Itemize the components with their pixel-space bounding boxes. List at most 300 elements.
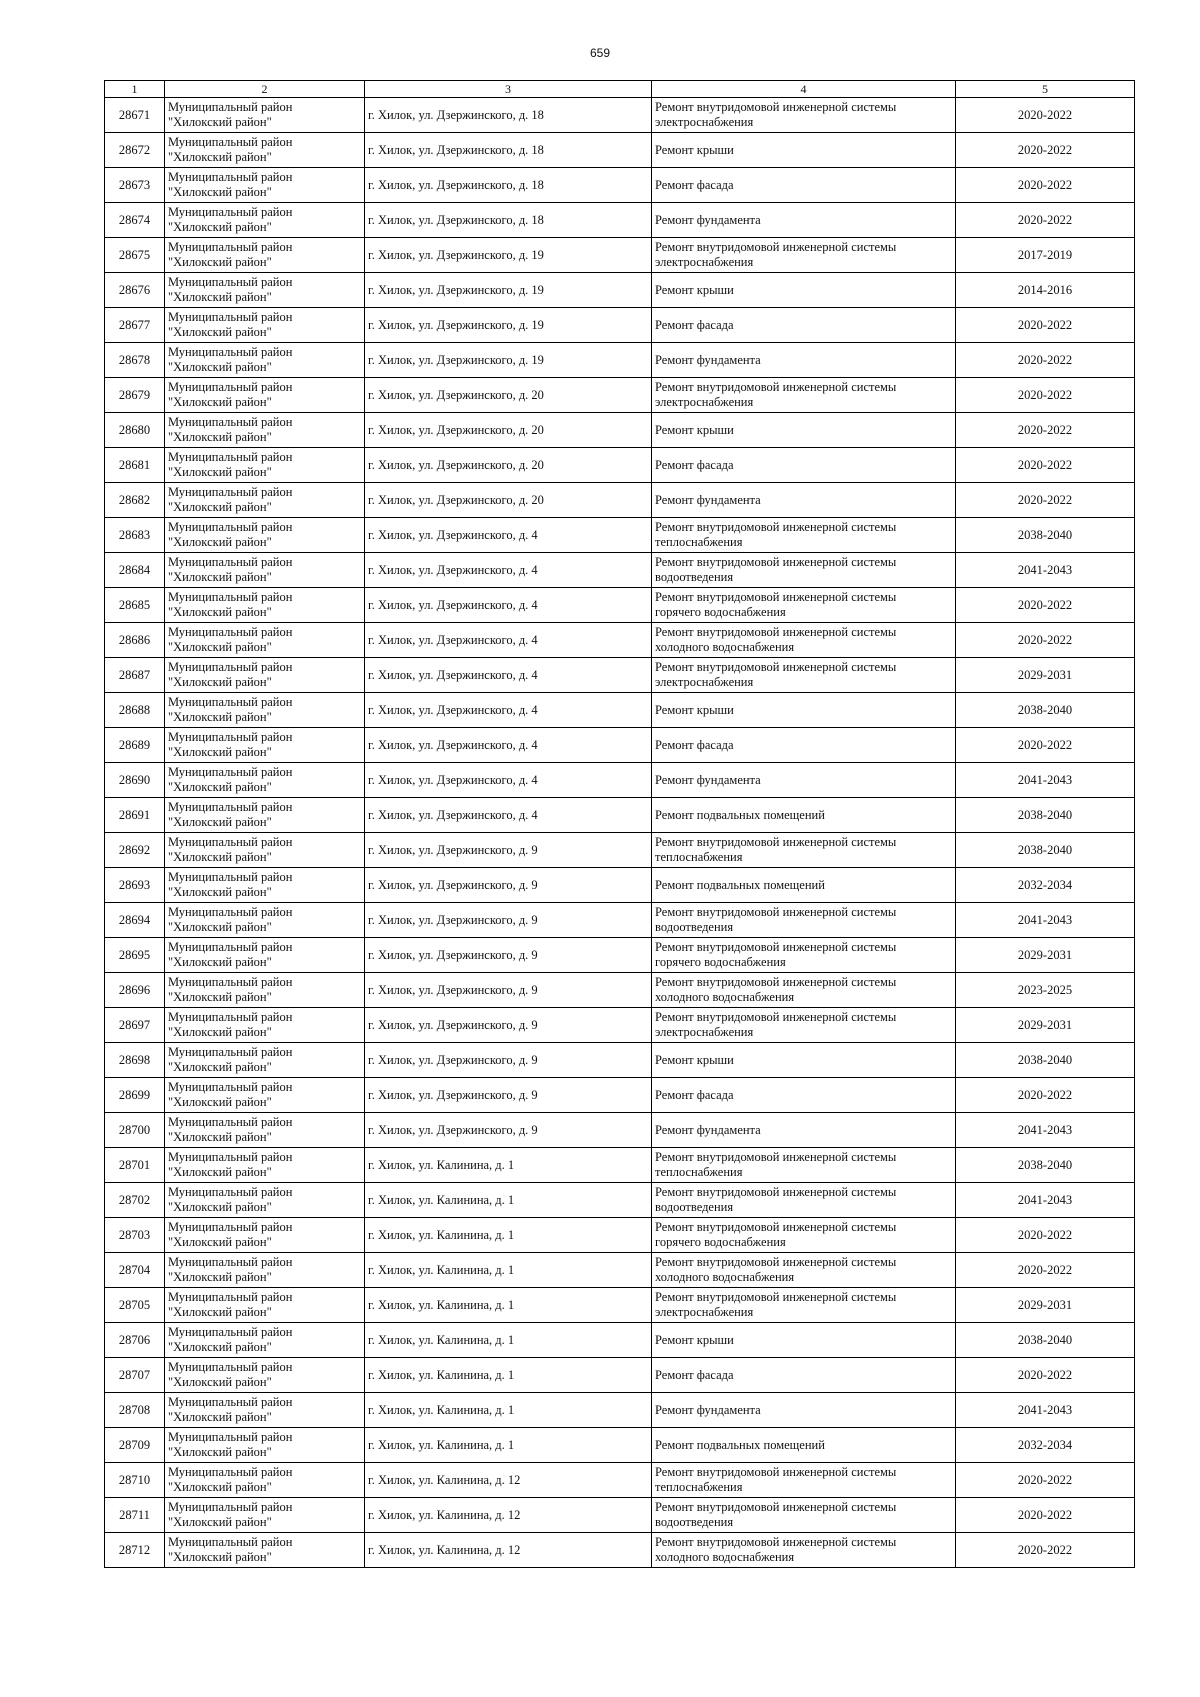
work-type-cell xyxy=(652,1533,956,1568)
period-cell: 2038-2040 xyxy=(956,1148,1135,1183)
record-number-cell: 28712 xyxy=(105,1533,165,1568)
work-type-line-2: холодного водоснабжения xyxy=(655,990,795,1004)
record-number-cell: 28687 xyxy=(105,658,165,693)
record-number-cell: 28695 xyxy=(105,938,165,973)
municipality-line-2: "Хилокский район" xyxy=(168,325,272,339)
work-type-cell xyxy=(652,1183,956,1218)
work-type-cell xyxy=(652,1253,956,1288)
municipality-line-2: "Хилокский район" xyxy=(168,1060,272,1074)
work-type-line-2: электроснабжения xyxy=(655,395,754,409)
address-cell: г. Хилок, ул. Дзержинского, д. 4 xyxy=(365,693,652,728)
work-type-cell xyxy=(652,168,956,203)
municipality-cell xyxy=(165,1323,365,1358)
municipality-line-2: "Хилокский район" xyxy=(168,500,272,514)
table-row xyxy=(105,868,1135,903)
municipality-line-1: Муниципальный район xyxy=(168,1080,293,1094)
table-row xyxy=(105,658,1135,693)
municipality-line-2: "Хилокский район" xyxy=(168,115,272,129)
table-row xyxy=(105,1218,1135,1253)
municipality-cell xyxy=(165,1183,365,1218)
record-number-cell: 28682 xyxy=(105,483,165,518)
table-row xyxy=(105,1393,1135,1428)
table-row xyxy=(105,938,1135,973)
work-type-line-1: Ремонт фундамента xyxy=(655,492,761,507)
municipality-cell xyxy=(165,413,365,448)
municipality-line-1: Муниципальный район xyxy=(168,345,293,359)
work-type-line-1: Ремонт внутридомовой инженерной системы xyxy=(655,835,897,849)
work-type-line-1: Ремонт фасада xyxy=(655,1367,734,1382)
address-cell: г. Хилок, ул. Калинина, д. 12 xyxy=(365,1498,652,1533)
municipality-line-2: "Хилокский район" xyxy=(168,1305,272,1319)
work-type-line-1: Ремонт внутридомовой инженерной системы xyxy=(655,1220,897,1234)
municipality-line-1: Муниципальный район xyxy=(168,590,293,604)
municipality-cell xyxy=(165,1148,365,1183)
work-type-line-2: горячего водоснабжения xyxy=(655,605,786,619)
municipality-line-2: "Хилокский район" xyxy=(168,570,272,584)
work-type-line-1: Ремонт внутридомовой инженерной системы xyxy=(655,1185,897,1199)
period-cell: 2020-2022 xyxy=(956,1463,1135,1498)
municipality-line-2: "Хилокский район" xyxy=(168,360,272,374)
column-header-3: 3 xyxy=(365,81,652,98)
work-type-line-2: горячего водоснабжения xyxy=(655,955,786,969)
table-row xyxy=(105,203,1135,238)
municipality-cell xyxy=(165,378,365,413)
work-type-cell xyxy=(652,1323,956,1358)
record-number-cell: 28699 xyxy=(105,1078,165,1113)
record-number-cell: 28677 xyxy=(105,308,165,343)
municipality-line-2: "Хилокский район" xyxy=(168,1130,272,1144)
municipality-line-1: Муниципальный район xyxy=(168,100,293,114)
work-type-line-1: Ремонт фасада xyxy=(655,177,734,192)
work-type-cell xyxy=(652,903,956,938)
work-type-cell xyxy=(652,1463,956,1498)
work-type-cell xyxy=(652,693,956,728)
municipality-line-2: "Хилокский район" xyxy=(168,710,272,724)
municipality-cell xyxy=(165,693,365,728)
municipality-line-1: Муниципальный район xyxy=(168,450,293,464)
column-header-1: 1 xyxy=(105,81,165,98)
work-type-line-2: водоотведения xyxy=(655,1515,734,1529)
table-row xyxy=(105,693,1135,728)
period-cell: 2041-2043 xyxy=(956,763,1135,798)
record-number-cell: 28675 xyxy=(105,238,165,273)
work-type-cell xyxy=(652,1078,956,1113)
municipality-line-1: Муниципальный район xyxy=(168,660,293,674)
work-type-line-1: Ремонт фундамента xyxy=(655,1402,761,1417)
address-cell: г. Хилок, ул. Дзержинского, д. 18 xyxy=(365,203,652,238)
table-row xyxy=(105,1323,1135,1358)
address-cell: г. Хилок, ул. Калинина, д. 1 xyxy=(365,1148,652,1183)
table-body xyxy=(105,98,1135,1568)
address-cell: г. Хилок, ул. Дзержинского, д. 4 xyxy=(365,518,652,553)
work-type-line-1: Ремонт фасада xyxy=(655,457,734,472)
table-row xyxy=(105,133,1135,168)
municipality-cell xyxy=(165,1358,365,1393)
municipality-cell xyxy=(165,1393,365,1428)
work-type-cell xyxy=(652,728,956,763)
column-header-5: 5 xyxy=(956,81,1135,98)
record-number-cell: 28690 xyxy=(105,763,165,798)
work-type-line-2: горячего водоснабжения xyxy=(655,1235,786,1249)
period-cell: 2029-2031 xyxy=(956,938,1135,973)
municipality-line-1: Муниципальный район xyxy=(168,1500,293,1514)
work-type-cell xyxy=(652,238,956,273)
municipality-line-2: "Хилокский район" xyxy=(168,1200,272,1214)
municipality-line-2: "Хилокский район" xyxy=(168,815,272,829)
work-type-line-1: Ремонт внутридомовой инженерной системы xyxy=(655,555,897,569)
municipality-line-2: "Хилокский район" xyxy=(168,605,272,619)
municipality-cell xyxy=(165,1533,365,1568)
period-cell: 2041-2043 xyxy=(956,553,1135,588)
period-cell: 2032-2034 xyxy=(956,868,1135,903)
work-type-line-1: Ремонт внутридомовой инженерной системы xyxy=(655,590,897,604)
record-number-cell: 28705 xyxy=(105,1288,165,1323)
work-type-cell xyxy=(652,203,956,238)
municipality-cell xyxy=(165,1288,365,1323)
municipality-line-1: Муниципальный район xyxy=(168,1535,293,1549)
address-cell: г. Хилок, ул. Калинина, д. 1 xyxy=(365,1253,652,1288)
period-cell: 2029-2031 xyxy=(956,1288,1135,1323)
address-cell: г. Хилок, ул. Дзержинского, д. 19 xyxy=(365,238,652,273)
municipality-cell xyxy=(165,763,365,798)
address-cell: г. Хилок, ул. Дзержинского, д. 19 xyxy=(365,273,652,308)
table-row xyxy=(105,378,1135,413)
work-type-cell xyxy=(652,1043,956,1078)
work-type-line-2: водоотведения xyxy=(655,1200,734,1214)
table-row xyxy=(105,448,1135,483)
table-row xyxy=(105,1043,1135,1078)
address-cell: г. Хилок, ул. Дзержинского, д. 4 xyxy=(365,763,652,798)
address-cell: г. Хилок, ул. Дзержинского, д. 9 xyxy=(365,903,652,938)
work-type-cell xyxy=(652,448,956,483)
municipality-line-2: "Хилокский район" xyxy=(168,1480,272,1494)
work-type-line-1: Ремонт внутридомовой инженерной системы xyxy=(655,1255,897,1269)
period-cell: 2041-2043 xyxy=(956,1393,1135,1428)
municipality-line-1: Муниципальный район xyxy=(168,240,293,254)
record-number-cell: 28704 xyxy=(105,1253,165,1288)
address-cell: г. Хилок, ул. Дзержинского, д. 20 xyxy=(365,378,652,413)
municipality-cell xyxy=(165,1043,365,1078)
municipality-line-1: Муниципальный район xyxy=(168,1395,293,1409)
work-type-line-1: Ремонт фундамента xyxy=(655,1122,761,1137)
municipality-line-2: "Хилокский район" xyxy=(168,850,272,864)
work-type-line-2: холодного водоснабжения xyxy=(655,1270,795,1284)
address-cell: г. Хилок, ул. Дзержинского, д. 19 xyxy=(365,308,652,343)
work-type-line-1: Ремонт внутридомовой инженерной системы xyxy=(655,1150,897,1164)
period-cell: 2038-2040 xyxy=(956,518,1135,553)
municipality-line-1: Муниципальный район xyxy=(168,1045,293,1059)
municipality-line-2: "Хилокский район" xyxy=(168,1410,272,1424)
table-row xyxy=(105,343,1135,378)
work-type-line-2: электроснабжения xyxy=(655,115,754,129)
address-cell: г. Хилок, ул. Дзержинского, д. 4 xyxy=(365,658,652,693)
period-cell: 2014-2016 xyxy=(956,273,1135,308)
municipality-cell xyxy=(165,98,365,133)
period-cell: 2020-2022 xyxy=(956,343,1135,378)
period-cell: 2038-2040 xyxy=(956,693,1135,728)
table-row xyxy=(105,833,1135,868)
table-row xyxy=(105,1078,1135,1113)
address-cell: г. Хилок, ул. Дзержинского, д. 9 xyxy=(365,1113,652,1148)
work-type-line-1: Ремонт внутридомовой инженерной системы xyxy=(655,1500,897,1514)
municipality-line-1: Муниципальный район xyxy=(168,1360,293,1374)
period-cell: 2020-2022 xyxy=(956,1218,1135,1253)
work-type-line-1: Ремонт фасада xyxy=(655,317,734,332)
municipality-line-1: Муниципальный район xyxy=(168,765,293,779)
record-number-cell: 28706 xyxy=(105,1323,165,1358)
address-cell: г. Хилок, ул. Дзержинского, д. 9 xyxy=(365,973,652,1008)
address-cell: г. Хилок, ул. Калинина, д. 12 xyxy=(365,1533,652,1568)
work-type-cell xyxy=(652,553,956,588)
work-type-line-2: холодного водоснабжения xyxy=(655,1550,795,1564)
address-cell: г. Хилок, ул. Дзержинского, д. 4 xyxy=(365,588,652,623)
work-type-line-1: Ремонт внутридомовой инженерной системы xyxy=(655,240,897,254)
work-type-line-1: Ремонт крыши xyxy=(655,282,734,297)
table-row xyxy=(105,973,1135,1008)
municipality-cell xyxy=(165,273,365,308)
address-cell: г. Хилок, ул. Дзержинского, д. 20 xyxy=(365,483,652,518)
municipality-cell xyxy=(165,1113,365,1148)
table-row xyxy=(105,273,1135,308)
municipality-cell xyxy=(165,868,365,903)
municipality-line-1: Муниципальный район xyxy=(168,625,293,639)
table-row xyxy=(105,98,1135,133)
address-cell: г. Хилок, ул. Дзержинского, д. 4 xyxy=(365,553,652,588)
municipality-line-2: "Хилокский район" xyxy=(168,185,272,199)
record-number-cell: 28692 xyxy=(105,833,165,868)
record-number-cell: 28701 xyxy=(105,1148,165,1183)
period-cell: 2020-2022 xyxy=(956,1533,1135,1568)
municipality-cell xyxy=(165,238,365,273)
municipality-line-2: "Хилокский район" xyxy=(168,1270,272,1284)
work-type-cell xyxy=(652,483,956,518)
municipality-cell xyxy=(165,833,365,868)
work-type-cell xyxy=(652,1393,956,1428)
work-type-cell xyxy=(652,1498,956,1533)
municipality-line-1: Муниципальный район xyxy=(168,135,293,149)
record-number-cell: 28673 xyxy=(105,168,165,203)
period-cell: 2020-2022 xyxy=(956,1498,1135,1533)
municipality-cell xyxy=(165,938,365,973)
record-number-cell: 28676 xyxy=(105,273,165,308)
record-number-cell: 28685 xyxy=(105,588,165,623)
table-row xyxy=(105,308,1135,343)
work-type-line-1: Ремонт внутридомовой инженерной системы xyxy=(655,520,897,534)
municipality-line-2: "Хилокский район" xyxy=(168,780,272,794)
municipality-line-2: "Хилокский район" xyxy=(168,150,272,164)
municipality-cell xyxy=(165,203,365,238)
address-cell: г. Хилок, ул. Калинина, д. 1 xyxy=(365,1218,652,1253)
table-row xyxy=(105,483,1135,518)
municipality-line-2: "Хилокский район" xyxy=(168,745,272,759)
municipality-cell xyxy=(165,1463,365,1498)
municipality-cell xyxy=(165,553,365,588)
table-row xyxy=(105,588,1135,623)
period-cell: 2041-2043 xyxy=(956,1113,1135,1148)
period-cell: 2038-2040 xyxy=(956,798,1135,833)
municipality-line-1: Муниципальный район xyxy=(168,940,293,954)
record-number-cell: 28696 xyxy=(105,973,165,1008)
address-cell: г. Хилок, ул. Дзержинского, д. 20 xyxy=(365,448,652,483)
record-number-cell: 28671 xyxy=(105,98,165,133)
municipality-line-2: "Хилокский район" xyxy=(168,465,272,479)
period-cell: 2038-2040 xyxy=(956,1043,1135,1078)
table-row xyxy=(105,518,1135,553)
record-number-cell: 28693 xyxy=(105,868,165,903)
work-type-line-1: Ремонт внутридомовой инженерной системы xyxy=(655,380,897,394)
work-type-line-2: водоотведения xyxy=(655,570,734,584)
municipality-cell xyxy=(165,798,365,833)
address-cell: г. Хилок, ул. Калинина, д. 1 xyxy=(365,1323,652,1358)
column-header-2: 2 xyxy=(165,81,365,98)
municipality-line-1: Муниципальный район xyxy=(168,800,293,814)
work-type-line-1: Ремонт подвальных помещений xyxy=(655,877,825,892)
municipality-line-2: "Хилокский район" xyxy=(168,955,272,969)
table-row xyxy=(105,1183,1135,1218)
municipality-cell xyxy=(165,1498,365,1533)
municipality-line-2: "Хилокский район" xyxy=(168,1445,272,1459)
municipality-line-2: "Хилокский район" xyxy=(168,990,272,1004)
work-type-line-1: Ремонт внутридомовой инженерной системы xyxy=(655,100,897,114)
municipality-cell xyxy=(165,728,365,763)
record-number-cell: 28691 xyxy=(105,798,165,833)
period-cell: 2020-2022 xyxy=(956,483,1135,518)
work-type-cell xyxy=(652,378,956,413)
municipality-cell xyxy=(165,168,365,203)
record-number-cell: 28703 xyxy=(105,1218,165,1253)
record-number-cell: 28702 xyxy=(105,1183,165,1218)
work-type-cell xyxy=(652,343,956,378)
address-cell: г. Хилок, ул. Дзержинского, д. 4 xyxy=(365,623,652,658)
municipality-line-2: "Хилокский район" xyxy=(168,640,272,654)
record-number-cell: 28684 xyxy=(105,553,165,588)
work-type-cell xyxy=(652,973,956,1008)
work-type-line-1: Ремонт крыши xyxy=(655,702,734,717)
work-type-cell xyxy=(652,763,956,798)
table-row xyxy=(105,1358,1135,1393)
table-row xyxy=(105,1533,1135,1568)
work-type-cell xyxy=(652,833,956,868)
period-cell: 2020-2022 xyxy=(956,623,1135,658)
municipality-line-1: Муниципальный район xyxy=(168,1465,293,1479)
table-row xyxy=(105,1288,1135,1323)
work-type-cell xyxy=(652,658,956,693)
work-type-line-1: Ремонт фасада xyxy=(655,1087,734,1102)
record-number-cell: 28700 xyxy=(105,1113,165,1148)
municipality-line-2: "Хилокский район" xyxy=(168,535,272,549)
municipality-line-1: Муниципальный район xyxy=(168,870,293,884)
municipality-line-2: "Хилокский район" xyxy=(168,1095,272,1109)
work-type-line-1: Ремонт внутридомовой инженерной системы xyxy=(655,1465,897,1479)
period-cell: 2020-2022 xyxy=(956,378,1135,413)
municipality-line-1: Муниципальный район xyxy=(168,1010,293,1024)
municipality-cell xyxy=(165,623,365,658)
work-type-line-1: Ремонт внутридомовой инженерной системы xyxy=(655,975,897,989)
work-type-cell xyxy=(652,1288,956,1323)
municipality-cell xyxy=(165,1428,365,1463)
record-number-cell: 28672 xyxy=(105,133,165,168)
record-number-cell: 28686 xyxy=(105,623,165,658)
municipality-line-1: Муниципальный район xyxy=(168,1430,293,1444)
municipality-line-1: Муниципальный район xyxy=(168,485,293,499)
period-cell: 2020-2022 xyxy=(956,588,1135,623)
work-type-line-1: Ремонт фундамента xyxy=(655,212,761,227)
record-number-cell: 28679 xyxy=(105,378,165,413)
work-type-cell xyxy=(652,1218,956,1253)
work-type-cell xyxy=(652,1148,956,1183)
municipality-cell xyxy=(165,448,365,483)
municipality-line-2: "Хилокский район" xyxy=(168,1550,272,1564)
table-header xyxy=(105,81,1135,98)
municipality-cell xyxy=(165,588,365,623)
period-cell: 2020-2022 xyxy=(956,413,1135,448)
municipality-cell xyxy=(165,973,365,1008)
municipality-line-1: Муниципальный район xyxy=(168,205,293,219)
municipality-line-2: "Хилокский район" xyxy=(168,675,272,689)
municipality-line-1: Муниципальный район xyxy=(168,310,293,324)
address-cell: г. Хилок, ул. Дзержинского, д. 9 xyxy=(365,1043,652,1078)
work-type-line-1: Ремонт крыши xyxy=(655,422,734,437)
municipality-cell xyxy=(165,903,365,938)
table-row xyxy=(105,728,1135,763)
address-cell: г. Хилок, ул. Калинина, д. 12 xyxy=(365,1463,652,1498)
work-type-line-1: Ремонт крыши xyxy=(655,1052,734,1067)
municipality-cell xyxy=(165,1253,365,1288)
municipality-line-2: "Хилокский район" xyxy=(168,220,272,234)
period-cell: 2029-2031 xyxy=(956,1008,1135,1043)
header-row xyxy=(105,81,1135,98)
work-type-line-2: холодного водоснабжения xyxy=(655,640,795,654)
period-cell: 2023-2025 xyxy=(956,973,1135,1008)
work-type-line-1: Ремонт внутридомовой инженерной системы xyxy=(655,1535,897,1549)
record-number-cell: 28711 xyxy=(105,1498,165,1533)
municipality-line-1: Муниципальный район xyxy=(168,275,293,289)
work-type-line-2: электроснабжения xyxy=(655,675,754,689)
record-number-cell: 28709 xyxy=(105,1428,165,1463)
municipality-line-1: Муниципальный район xyxy=(168,170,293,184)
address-cell: г. Хилок, ул. Дзержинского, д. 9 xyxy=(365,1078,652,1113)
address-cell: г. Хилок, ул. Дзержинского, д. 4 xyxy=(365,798,652,833)
table-row xyxy=(105,168,1135,203)
address-cell: г. Хилок, ул. Дзержинского, д. 9 xyxy=(365,868,652,903)
table-row xyxy=(105,903,1135,938)
work-type-line-2: электроснабжения xyxy=(655,1305,754,1319)
work-type-line-1: Ремонт крыши xyxy=(655,142,734,157)
municipality-line-1: Муниципальный район xyxy=(168,1185,293,1199)
municipality-line-1: Муниципальный район xyxy=(168,555,293,569)
work-type-cell xyxy=(652,273,956,308)
work-type-line-1: Ремонт фундамента xyxy=(655,772,761,787)
record-number-cell: 28707 xyxy=(105,1358,165,1393)
work-type-line-2: теплоснабжения xyxy=(655,1165,743,1179)
period-cell: 2029-2031 xyxy=(956,658,1135,693)
period-cell: 2020-2022 xyxy=(956,308,1135,343)
municipality-line-2: "Хилокский район" xyxy=(168,1165,272,1179)
work-type-line-1: Ремонт внутридомовой инженерной системы xyxy=(655,940,897,954)
address-cell: г. Хилок, ул. Дзержинского, д. 20 xyxy=(365,413,652,448)
table-row xyxy=(105,1428,1135,1463)
municipality-line-1: Муниципальный район xyxy=(168,415,293,429)
table-row xyxy=(105,553,1135,588)
record-number-cell: 28698 xyxy=(105,1043,165,1078)
municipality-line-1: Муниципальный район xyxy=(168,1255,293,1269)
municipality-line-1: Муниципальный район xyxy=(168,695,293,709)
municipality-line-2: "Хилокский район" xyxy=(168,920,272,934)
page-number: 659 xyxy=(589,46,611,60)
work-type-cell xyxy=(652,413,956,448)
municipality-line-1: Муниципальный район xyxy=(168,1150,293,1164)
municipality-cell xyxy=(165,133,365,168)
